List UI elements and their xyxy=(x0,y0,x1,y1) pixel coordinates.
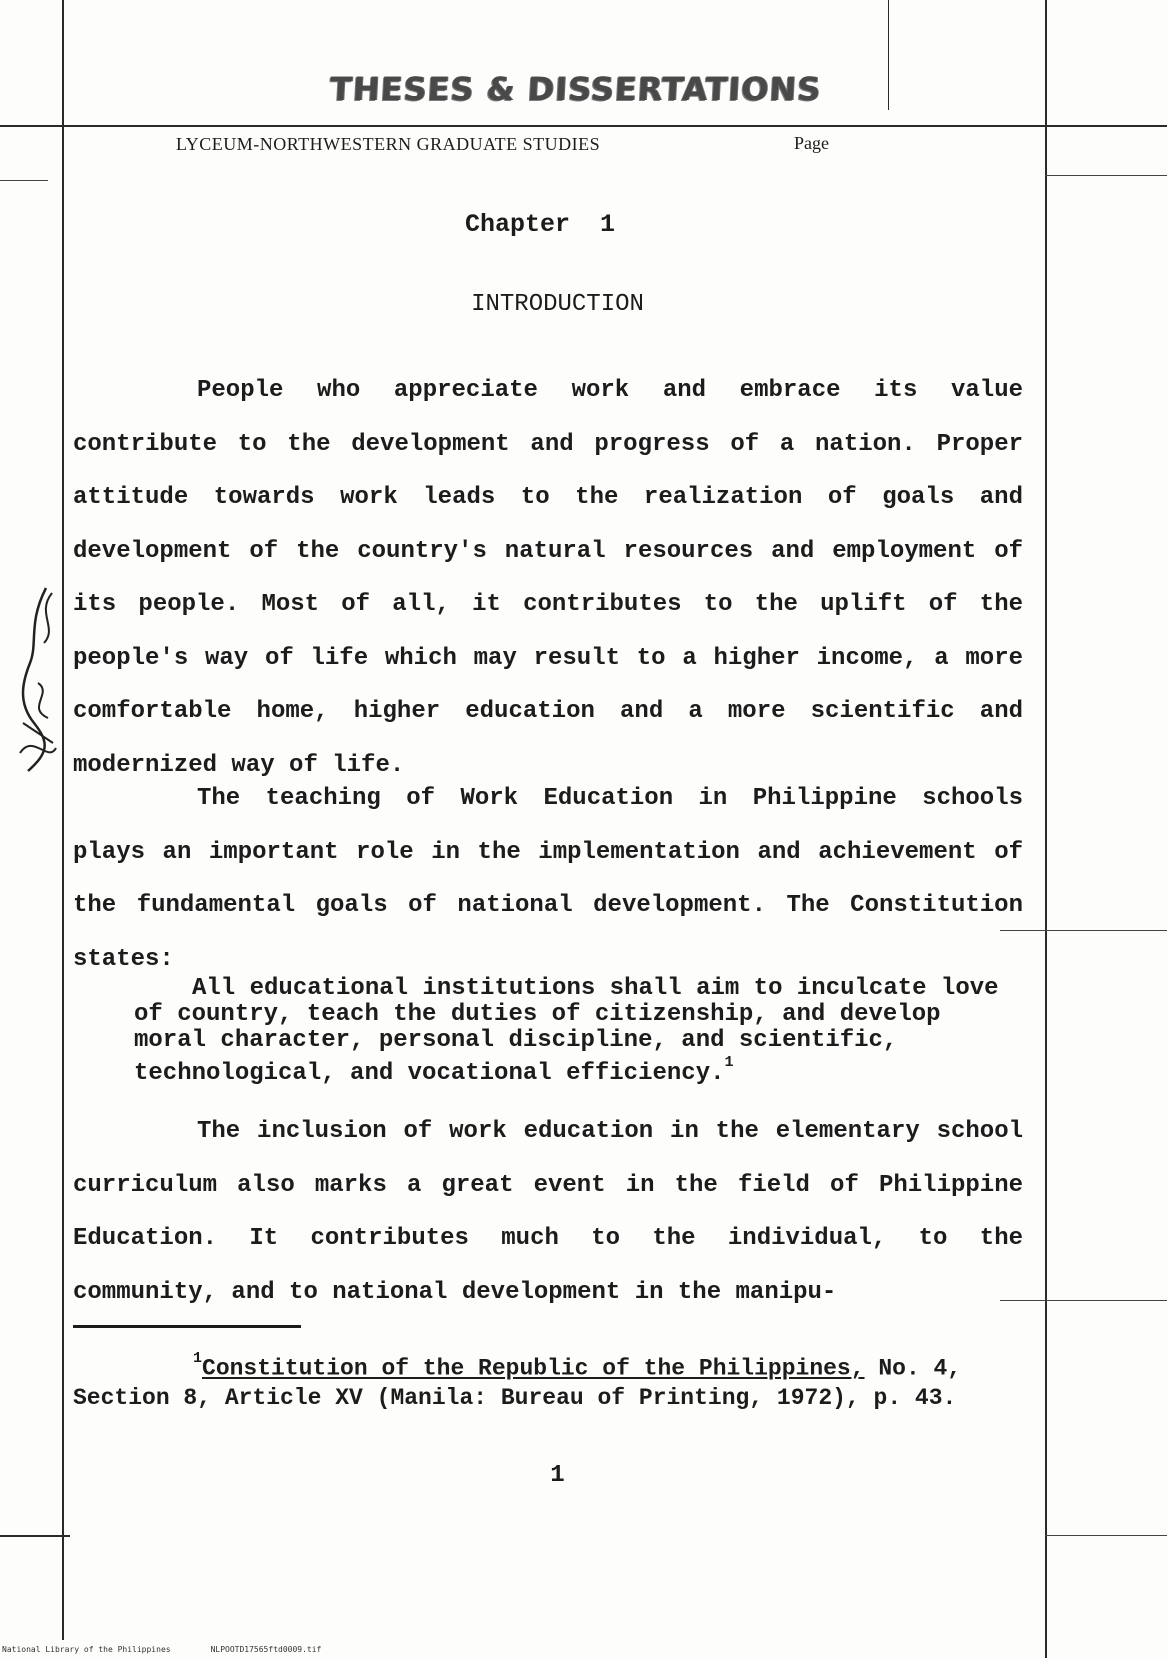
section-title: INTRODUCTION xyxy=(471,291,644,318)
scan-filename: NLPOOTD17565ftd0009.tif xyxy=(210,1645,322,1654)
page-number: 1 xyxy=(550,1462,565,1489)
top-divider-line xyxy=(888,0,889,110)
header-rule xyxy=(0,125,1167,127)
footnote-rule xyxy=(73,1325,301,1328)
right-border-line xyxy=(1045,0,1047,1658)
footnote-citation: No. 4, Section 8, Article XV (Manila: Bureau of Printing, 1972), p. 43. xyxy=(73,1355,962,1411)
paragraph-text: The inclusion of work education in the elementary school curriculum also marks a great event in the field of Philippine Education. It contributes much to the individual, to the community, and to national development in the manipu- xyxy=(73,1118,1023,1306)
bottom-left-rule xyxy=(0,1535,70,1537)
paragraph-3 xyxy=(73,1105,1023,1319)
paragraph-text: People who appreciate work and embrace its value contribute to the development and progress of a nation. Proper attitude towards work leads to the realization of goals and development of the country's natural resources and employment of its people. Most of all, it contributes to the uplift of the people's way of life which may result to a higher income, a more comfortable home, higher education and a more scientific and modernized way of life. xyxy=(73,377,1023,779)
margin-tick xyxy=(1000,1300,1167,1301)
constitution-quote xyxy=(134,976,1004,1087)
institution-header: LYCEUM-NORTHWESTERN GRADUATE STUDIES xyxy=(176,134,601,154)
chapter-heading: Chapter 1 xyxy=(464,210,616,239)
footnote-title: Constitution of the Republic of the Philippines, xyxy=(202,1355,865,1382)
margin-tick xyxy=(1000,930,1167,931)
library-credit: National Library of the Philippines xyxy=(2,1645,171,1654)
paragraph-text: The teaching of Work Education in Philippine schools plays an important role in the implementation and achievement of the fundamental goals of national development. The Constitution states: xyxy=(73,785,1023,973)
paragraph-1 xyxy=(73,364,1023,792)
quote-text: All educational institutions shall aim to inculcate love of country, teach the duties of citizenship, and develop moral character, personal discipline, and scientific, technological, and vocational efficiency. xyxy=(134,975,999,1087)
left-border-line xyxy=(62,0,64,1640)
margin-tick xyxy=(0,180,48,181)
handwritten-signature xyxy=(8,583,68,773)
footnote-reference: 1 xyxy=(724,1054,734,1071)
page-label: Page xyxy=(794,133,829,153)
margin-tick xyxy=(1045,1535,1167,1536)
theses-stamp: THESES & DISSERTATIONS xyxy=(329,70,823,108)
margin-tick xyxy=(1045,175,1167,176)
footnote xyxy=(73,1348,1003,1413)
paragraph-2 xyxy=(73,772,1023,986)
footnote-marker: 1 xyxy=(193,1350,203,1367)
scan-footer xyxy=(2,1645,361,1654)
